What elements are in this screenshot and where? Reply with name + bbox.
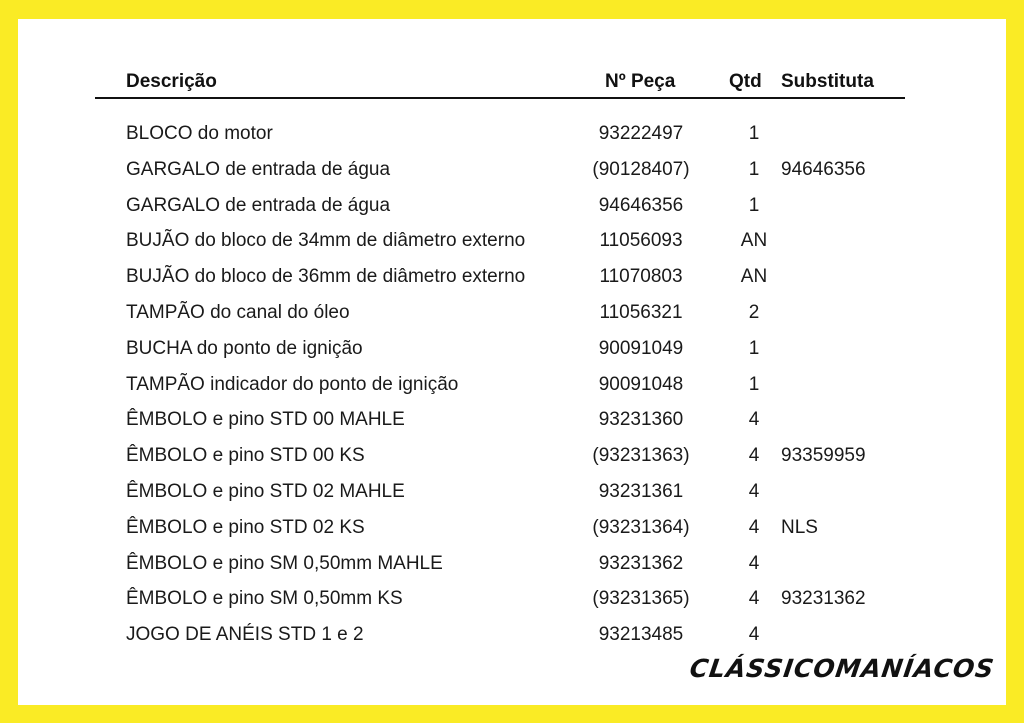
cell-numero-peca: 93213485 [598, 624, 684, 646]
header-substituta: Substituta [781, 71, 874, 92]
watermark-logo: CLÁSSICOMANÍACOS [687, 654, 997, 683]
cell-numero-peca: 90091048 [598, 373, 684, 395]
cell-quantidade: 4 [748, 516, 760, 538]
table-body [18, 119, 1006, 656]
cell-descricao: ÊMBOLO e pino STD 02 MAHLE [126, 480, 405, 502]
cell-quantidade: AN [740, 230, 768, 252]
cell-descricao: GARGALO de entrada de água [126, 194, 391, 216]
table-row [18, 584, 1006, 620]
cell-numero-peca: 93231362 [598, 552, 684, 574]
table-row [18, 477, 1006, 513]
table-row [18, 620, 1006, 656]
cell-quantidade: 4 [748, 480, 760, 502]
header-divider [95, 97, 905, 99]
cell-quantidade: 1 [748, 123, 760, 144]
cell-substituta: 94646356 [781, 158, 866, 180]
cell-descricao: ÊMBOLO e pino STD 00 MAHLE [126, 409, 405, 431]
table-row [18, 370, 1006, 406]
table-row [18, 441, 1006, 477]
cell-numero-peca: 11056093 [599, 230, 683, 252]
cell-descricao: GARGALO de entrada de água [126, 158, 391, 180]
cell-descricao: BUJÃO do bloco de 34mm de diâmetro externo [126, 230, 526, 252]
cell-quantidade: 4 [748, 409, 760, 431]
table-row [18, 262, 1006, 298]
cell-quantidade: 1 [748, 158, 760, 180]
cell-descricao: BUJÃO do bloco de 36mm de diâmetro externo [126, 266, 526, 288]
cell-quantidade: 4 [748, 552, 760, 574]
cell-descricao: ÊMBOLO e pino SM 0,50mm KS [126, 588, 403, 610]
cell-numero-peca: 90091049 [598, 337, 684, 359]
cell-quantidade: 1 [748, 373, 760, 395]
cell-substituta: 93359959 [781, 445, 866, 467]
cell-numero-peca: 93231361 [598, 480, 684, 502]
cell-numero-peca: (93231363) [592, 445, 690, 467]
cell-numero-peca: 11070803 [599, 266, 683, 288]
cell-quantidade: 1 [748, 337, 760, 359]
table-row [18, 226, 1006, 262]
table-header [18, 19, 1006, 99]
table-row [18, 155, 1006, 191]
cell-substituta: NLS [781, 516, 818, 538]
table-row [18, 513, 1006, 549]
cell-descricao: ÊMBOLO e pino STD 02 KS [126, 516, 365, 538]
parts-sheet [18, 19, 1006, 705]
table-row [18, 549, 1006, 585]
header-descricao: Descrição [126, 71, 217, 92]
cell-descricao: ÊMBOLO e pino SM 0,50mm MAHLE [126, 552, 443, 574]
cell-quantidade: 1 [748, 194, 760, 216]
cell-numero-peca: 93222497 [598, 123, 684, 144]
cell-numero-peca: (93231364) [592, 516, 690, 538]
cell-numero-peca: 11056321 [599, 301, 683, 323]
table-row [18, 334, 1006, 370]
cell-quantidade: AN [740, 266, 768, 288]
cell-numero-peca: (90128407) [592, 158, 690, 180]
cell-descricao: TAMPÃO do canal do óleo [126, 301, 350, 323]
cell-descricao: ÊMBOLO e pino STD 00 KS [126, 445, 365, 467]
header-quantidade: Qtd [729, 71, 762, 92]
cell-descricao: TAMPÃO indicador do ponto de ignição [126, 373, 459, 395]
cell-numero-peca: (93231365) [592, 588, 690, 610]
table-row [18, 405, 1006, 441]
cell-quantidade: 2 [748, 301, 760, 323]
table-row [18, 119, 1006, 155]
cell-quantidade: 4 [748, 624, 760, 646]
cell-descricao: BUCHA do ponto de ignição [126, 337, 363, 359]
cell-substituta: 93231362 [781, 588, 866, 610]
table-row [18, 191, 1006, 227]
cell-quantidade: 4 [748, 445, 760, 467]
cell-numero-peca: 94646356 [598, 194, 684, 216]
table-row [18, 298, 1006, 334]
cell-descricao: JOGO DE ANÉIS STD 1 e 2 [126, 624, 364, 646]
cell-numero-peca: 93231360 [598, 409, 684, 431]
cell-quantidade: 4 [748, 588, 760, 610]
cell-descricao: BLOCO do motor [126, 123, 273, 144]
header-numero-peca: Nº Peça [605, 71, 676, 92]
